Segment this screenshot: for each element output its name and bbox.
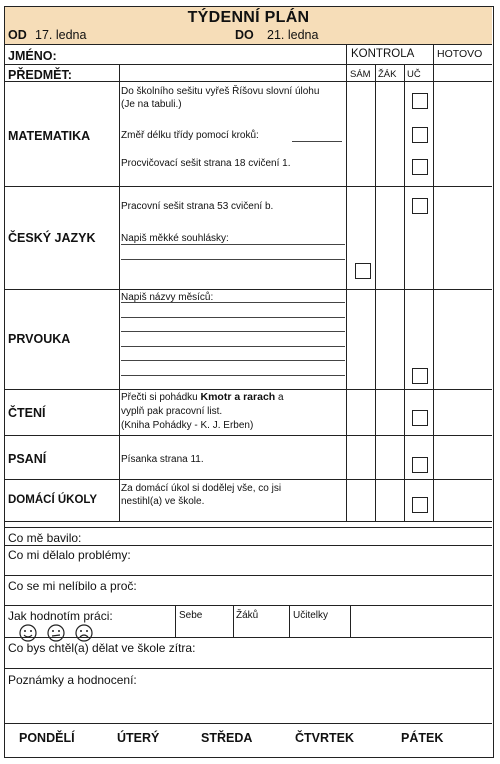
do-value: 21. ledna [267,28,319,42]
problemy-label: Co mi dělalo problémy: [8,548,131,562]
cteni-task-2: vyplň pak pracovní list. [121,406,223,417]
plan-header [5,7,492,45]
math-uc-checkbox-3[interactable] [412,159,428,175]
smile-icon[interactable] [18,623,38,643]
math-task-1b: (Je na tabuli.) [121,99,182,110]
cteni-task-3: (Kniha Pohádky - K. J. Erben) [121,420,254,431]
prvouka-uc-checkbox[interactable] [412,368,428,384]
czech-task-1: Pracovní sešit strana 53 cvičení b. [121,201,274,212]
math-task-3: Procvičovací sešit strana 18 cvičení 1. [121,158,291,169]
measure-answer-line[interactable] [292,141,342,142]
czech-task-2: Napiš měkké souhlásky: [121,233,229,244]
od-label: OD [8,28,27,42]
ucitelky-label: Učitelky [293,610,329,621]
neutral-face-icon[interactable] [46,623,66,643]
math-task-1: Do školního sešitu vyřeš Říšovu slovní úlohu [121,86,320,97]
homework-task-1: Za domácí úkol si dodělej vše, co jsi [121,483,282,494]
czech-sam-checkbox[interactable] [355,263,371,279]
czech-write-line-1[interactable] [121,244,345,245]
subject-cesky-jazyk: ČESKÝ JAZYK [8,231,96,245]
months-line-1[interactable] [121,302,345,303]
czech-uc-checkbox[interactable] [412,198,428,214]
day-streda: STŘEDA [201,731,253,745]
weekly-plan-sheet [4,6,494,758]
name-field-label: JMÉNO: [8,49,57,63]
od-value: 17. ledna [35,28,87,42]
months-line-5[interactable] [121,360,345,361]
subject-cteni: ČTENÍ [8,406,46,420]
subject-domaci-ukoly: DOMÁCÍ ÚKOLY [8,494,98,506]
months-line-6[interactable] [121,375,345,376]
psani-uc-checkbox[interactable] [412,457,428,473]
sam-header: SÁM [350,69,371,80]
nelibilo-label: Co se mi nelíbilo a proč: [8,579,137,593]
months-line-3[interactable] [121,331,345,332]
uc-header: UČ [407,69,421,80]
subject-matematika: MATEMATIKA [8,129,91,143]
day-utery: ÚTERÝ [117,731,160,745]
poznamky-label: Poznámky a hodnocení: [8,673,137,687]
homework-uc-checkbox[interactable] [412,497,428,513]
math-uc-checkbox-1[interactable] [412,93,428,109]
months-line-2[interactable] [121,317,345,318]
zaku-label: Žáků [236,610,259,621]
czech-write-line-2[interactable] [121,259,345,260]
day-ctvrtek: ČTVRTEK [295,731,355,745]
do-label: DO [235,28,254,42]
zak-header: ŽÁK [378,69,397,80]
cteni-task-1: Přečti si pohádku Kmotr a rarach a [121,391,284,403]
sebe-label: Sebe [179,610,203,621]
psani-task-1: Písanka strana 11. [121,454,204,465]
subject-field-label: PŘEDMĚT: [8,68,72,82]
day-pondeli: PONDĚLÍ [19,731,75,745]
cteni-uc-checkbox[interactable] [412,410,428,426]
kontrola-header: KONTROLA [351,48,415,60]
homework-task-2: nestihl(a) ve škole. [121,496,205,507]
subject-prvouka: PRVOUKA [8,332,71,346]
math-uc-checkbox-2[interactable] [412,127,428,143]
months-line-4[interactable] [121,346,345,347]
sad-face-icon[interactable] [74,623,94,643]
book-title: Kmotr a rarach [200,391,276,403]
day-patek: PÁTEK [401,731,444,745]
bavilo-label: Co mě bavilo: [8,531,82,545]
math-task-2: Změř délku třídy pomocí kroků: [121,130,259,141]
subject-psani: PSANÍ [8,452,47,466]
hotovo-header: HOTOVO [437,48,483,60]
plan-title: TÝDENNÍ PLÁN [187,9,310,26]
hodnotim-label: Jak hodnotím práci: [8,609,113,623]
zitra-label: Co bys chtěl(a) dělat ve škole zítra: [8,641,196,655]
prvouka-task-1: Napiš názvy měsíců: [121,292,214,303]
